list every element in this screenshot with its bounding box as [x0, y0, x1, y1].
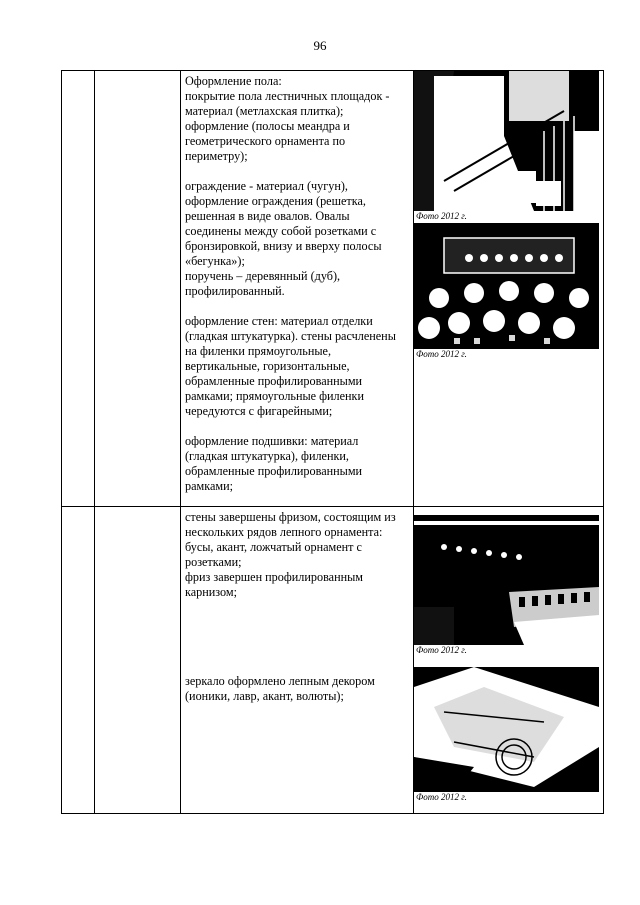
text-line: поручень – деревянный (дуб), [185, 269, 341, 283]
text-line: рамками; прямоугольные филенки [185, 389, 364, 403]
text-line: (гладкая штукатурка), филенки, [185, 449, 349, 463]
text-line: оформление (полосы меандра и [185, 119, 350, 133]
name-cell [95, 71, 181, 507]
text-line: (гладкая штукатурка). стены расчленены [185, 329, 396, 343]
description-cell [181, 507, 414, 814]
mirror-block [185, 674, 409, 704]
railing-block [185, 179, 409, 299]
text-line: оформление ограждения (решетка, [185, 194, 366, 208]
text-line: решенная в виде овалов. Овалы [185, 209, 350, 223]
text-line: рамками; [185, 479, 233, 493]
text-line: зеркало оформлено лепным декором [185, 674, 375, 688]
text-line: обрамленные профилированными [185, 374, 363, 388]
ceiling-photo [414, 667, 599, 792]
text-line: на филенки прямоугольные, [185, 344, 331, 358]
photo-caption: Фото 2012 г. [416, 349, 467, 359]
frieze-photo [414, 507, 599, 645]
text-line: «бегунка»); [185, 254, 245, 268]
photo-caption: Фото 2012 г. [416, 211, 467, 221]
text-line: бронзировкой, внизу и вверху полосы [185, 239, 382, 253]
text-line: вертикальные, горизонтальные, [185, 359, 350, 373]
text-line: обрамленные профилированными [185, 464, 363, 478]
text-line: чередуются с фигарейными; [185, 404, 333, 418]
number-cell [62, 71, 95, 507]
name-cell [95, 507, 181, 814]
text-line: оформление стен: материал отделки [185, 314, 373, 328]
text-line: материал (метлахская плитка); [185, 104, 344, 118]
text-line: фриз завершен профилированным [185, 570, 364, 584]
frieze-block [185, 510, 409, 600]
table-row [62, 71, 604, 507]
page-number: 96 [313, 38, 327, 53]
photo-caption: Фото 2012 г. [416, 645, 467, 655]
text-line: геометрического орнамента по [185, 134, 346, 148]
text-line: соединены между собой розетками с [185, 224, 377, 238]
number-cell [62, 507, 95, 814]
heritage-table [61, 70, 604, 814]
table-row [62, 507, 604, 814]
text-line: оформление подшивки: материал [185, 434, 359, 448]
soffit-block [185, 434, 409, 494]
text-line: розетками; [185, 555, 242, 569]
photo-cell [414, 507, 604, 814]
text-line: (ионики, лавр, акант, волюты); [185, 689, 344, 703]
description-text [181, 507, 413, 704]
floor-block [185, 74, 409, 164]
text-line: стены завершены фризом, состоящим из [185, 510, 396, 524]
text-line: покрытие пола лестничных площадок - [185, 89, 390, 103]
photo-cell [414, 71, 604, 507]
text-line: Оформление пола: [185, 74, 282, 88]
staircase-photo [414, 71, 599, 211]
text-line: карнизом; [185, 585, 237, 599]
walls-block [185, 314, 409, 419]
text-line: нескольких рядов лепного орнамента: [185, 525, 383, 539]
description-text [181, 71, 413, 494]
tiled-floor-photo [414, 223, 599, 349]
description-cell [181, 71, 414, 507]
text-line: профилированный. [185, 284, 285, 298]
text-line: периметру); [185, 149, 248, 163]
text-line: бусы, акант, ложчатый орнамент с [185, 540, 362, 554]
text-line: ограждение - материал (чугун), [185, 179, 348, 193]
photo-caption: Фото 2012 г. [416, 792, 467, 802]
